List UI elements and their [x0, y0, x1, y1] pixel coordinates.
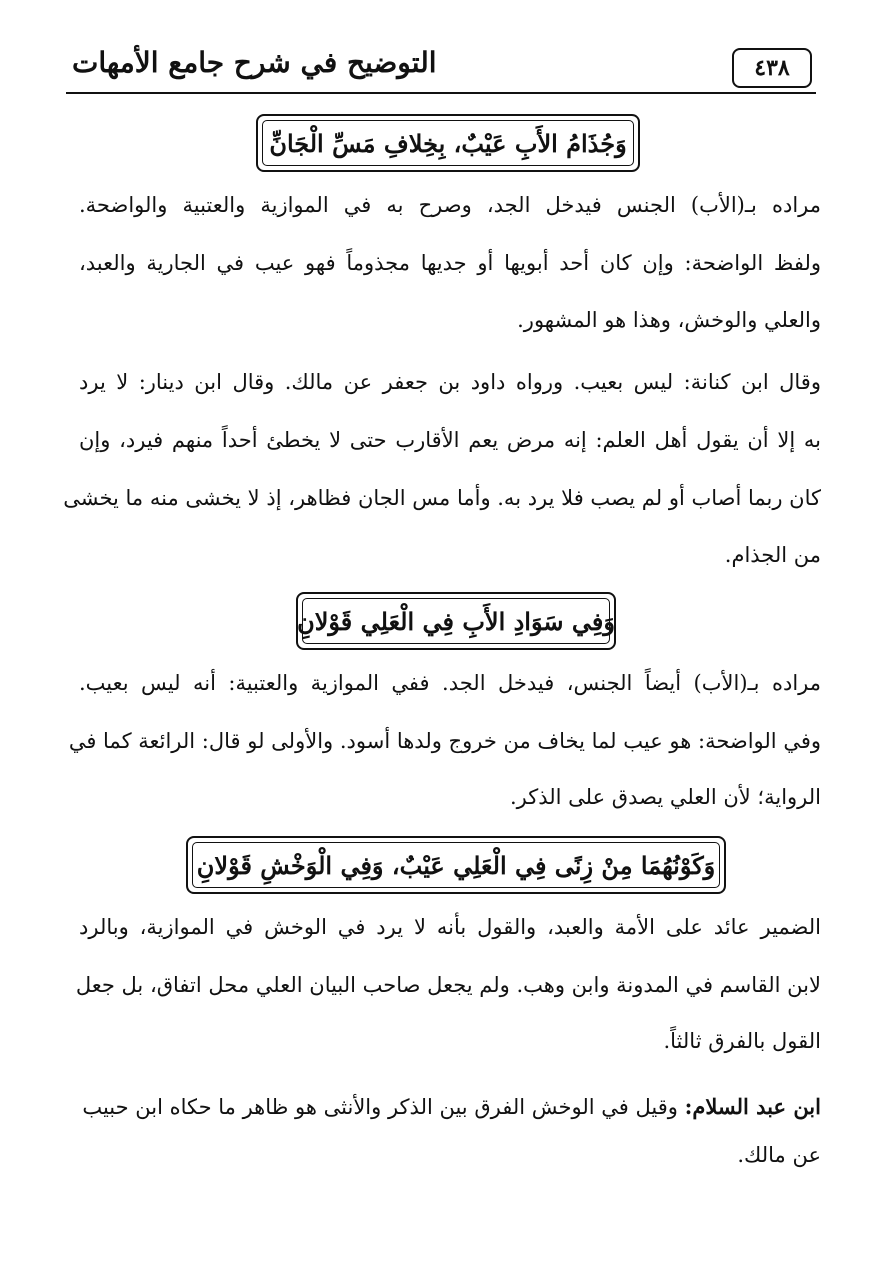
- section-heading: وَكَوْنُهُمَا مِنْ زِنًى فِي الْعَلِي عَيْبٌ، وَفِي الْوَخْشِ قَوْلانِ: [192, 842, 720, 888]
- speaker-label: ابن عبد السلام:: [684, 1094, 821, 1119]
- section-heading: وَفِي سَوَادِ الأَبِ فِي الْعَلِي قَوْلانِ: [302, 598, 610, 644]
- text-line: من الجذام.: [724, 543, 821, 567]
- text-line: ولفظ الواضحة: وإن كان أحد أبويها أو جديها مجذوماً فهو عيب في الجارية والعبد،: [79, 251, 821, 275]
- page-number: ٤٣٨: [732, 48, 812, 88]
- text-line: مراده بـ(الأب) أيضاً الجنس، فيدخل الجد. ففي الموازية والعتبية: أنه ليس بعيب.: [79, 671, 821, 695]
- text-line: عن مالك.: [737, 1143, 821, 1167]
- section-heading: وَجُذَامُ الأَبِ عَيْبٌ، بِخِلافِ مَسِّ الْجَانِّ: [262, 120, 634, 166]
- text-line: وقال ابن كنانة: ليس بعيب. ورواه داود بن جعفر عن مالك. وقال ابن دينار: لا يرد: [79, 370, 821, 394]
- text-line: الضمير عائد على الأمة والعبد، والقول بأنه لا يرد في الوخش في الموازية، وبالرد: [79, 915, 821, 939]
- text-line: مراده بـ(الأب) الجنس فيدخل الجد، وصرح به في الموازية والعتبية والواضحة.: [79, 193, 821, 217]
- section-heading-box: [186, 836, 726, 894]
- header-rule: [66, 92, 816, 94]
- text-line: لابن القاسم في المدونة وابن وهب. ولم يجعل صاحب البيان العلي محل اتفاق، بل جعل: [75, 973, 821, 997]
- text-line: وفي الواضحة: هو عيب لما يخاف من خروج ولدها أسود. والأولى لو قال: الرائعة كما في: [68, 729, 821, 753]
- text-line: به إلا أن يقول أهل العلم: إنه مرض يعم الأقارب حتى لا يخطئ أحداً منهم فيرد، وإن: [79, 428, 821, 452]
- text-line: كان ربما أصاب أو لم يصب فلا يرد به. وأما مس الجان فظاهر، إذ لا يخشى منه ما يخشى: [63, 486, 821, 510]
- text-line: [79, 1092, 821, 1122]
- text-line: القول بالفرق ثالثاً.: [663, 1029, 821, 1053]
- section-heading-box: [256, 114, 640, 172]
- page-header: [66, 42, 816, 94]
- section-heading-box: [296, 592, 616, 650]
- text-line: الرواية؛ لأن العلي يصدق على الذكر.: [509, 785, 821, 809]
- running-title: التوضيح في شرح جامع الأمهات: [72, 46, 437, 79]
- text-line: والعلي والوخش، وهذا هو المشهور.: [517, 308, 821, 332]
- text-span: وقيل في الوخش الفرق بين الذكر والأنثى هو ظاهر ما حكاه ابن حبيب: [82, 1095, 685, 1119]
